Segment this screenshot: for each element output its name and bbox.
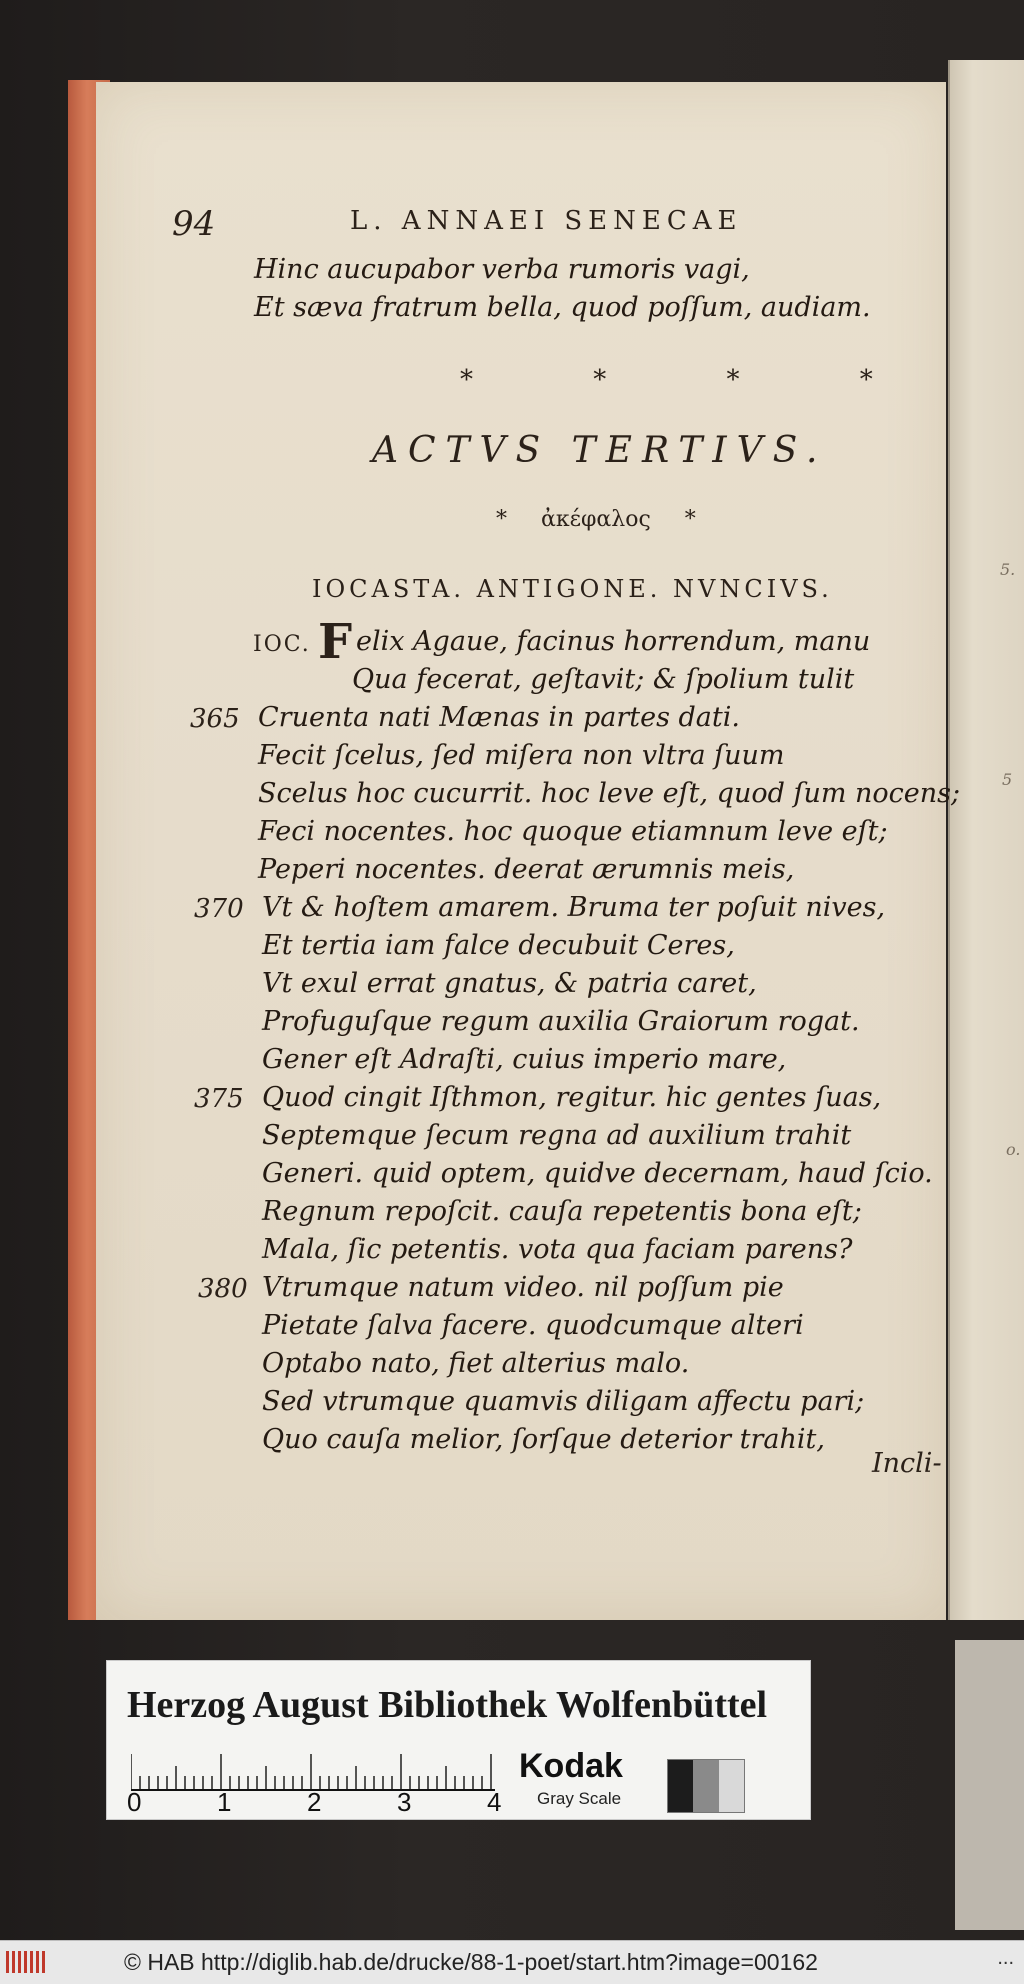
verse-line: Sed vtrumque quamvis diligam affectu pari; xyxy=(262,1386,865,1417)
ruler-digit: 0 xyxy=(127,1787,142,1817)
next-page-shadow xyxy=(955,1640,1024,1930)
ruler xyxy=(131,1753,495,1791)
speaker-label: IOC. xyxy=(253,632,311,657)
catchword: Incli- xyxy=(872,1448,942,1479)
ornament-stars: * * * * xyxy=(460,365,929,395)
gray-patch-dark xyxy=(668,1760,693,1812)
gray-patches xyxy=(667,1759,745,1813)
verse-line: Feci nocentes. hoc quoque etiamnum leve eſt; xyxy=(258,816,888,847)
verse-line: Qua fecerat, geſtavit; & ſpolium tulit xyxy=(352,664,855,695)
verse-line: Pietate ſalva facere. quodcumque alteri xyxy=(262,1310,804,1341)
ruler-digit: 2 xyxy=(307,1787,322,1817)
verse-line: Peperi nocentes. deerat ærumnis meis, xyxy=(258,854,795,885)
verse-line: Et tertia iam falce decubuit Ceres, xyxy=(262,930,735,961)
verse-line: Profuguſque regum auxilia Graiorum rogat. xyxy=(262,1006,860,1037)
copyright-url[interactable]: © HAB http://diglib.hab.de/drucke/88-1-poet/start.htm?image=00162 xyxy=(124,1949,818,1975)
greek-word: ἀκέφαλος xyxy=(541,507,651,532)
line-number: 380 xyxy=(198,1274,248,1304)
line-number: 365 xyxy=(190,704,240,734)
page-number: 94 xyxy=(172,204,216,244)
verse-line: Quod cingit Iſthmon, regitur. hic gentes ſuas, xyxy=(262,1082,882,1113)
verse-line: Vtrumque natum video. nil poſſum pie xyxy=(262,1272,784,1303)
line-number: 370 xyxy=(194,894,244,924)
line-number: 375 xyxy=(194,1084,244,1114)
next-page-edge: 5. 5 o. xyxy=(948,60,1024,1620)
color-reference-card xyxy=(106,1660,811,1820)
verse-line: Regnum repoſcit. cauſa repetentis bona eſt; xyxy=(262,1196,862,1227)
ruler-digit: 4 xyxy=(487,1787,502,1817)
ruler-digit: 3 xyxy=(397,1787,412,1817)
verse-line: Cruenta nati Mænas in partes dati. xyxy=(258,702,740,733)
greek-ornament-row xyxy=(462,507,730,532)
running-head: L. ANNAEI SENECAE xyxy=(350,206,743,236)
characters-list: IOCASTA. ANTIGONE. NVNCIVS. xyxy=(312,575,833,603)
verse-line: Mala, ſic petentis. vota qua faciam parens? xyxy=(262,1234,853,1265)
star-icon: * xyxy=(496,507,507,532)
verse-line: Quo cauſa melior, ſorſque deterior trahit, xyxy=(262,1424,825,1455)
drop-capital: F xyxy=(318,614,353,670)
verse-line: Scelus hoc cucurrit. hoc leve eſt, quod ſum nocens; xyxy=(258,778,961,809)
star-icon: * xyxy=(684,507,696,532)
intro-line: Et sæva fratrum bella, quod poſſum, audiam. xyxy=(254,292,871,323)
more-icon[interactable]: ... xyxy=(997,1947,1014,1969)
verse-line: Generi. quid optem, quidve decernam, haud ſcio. xyxy=(262,1158,933,1189)
verse-line: Fecit ſcelus, ſed miſera non vltra ſuum xyxy=(258,740,785,771)
verse-line: Vt & hoſtem amarem. Bruma ter poſuit nives, xyxy=(262,892,886,923)
verse-line: Optabo nato, fiet alterius malo. xyxy=(262,1348,690,1379)
footer-bar xyxy=(0,1940,1024,1984)
hab-logo-icon xyxy=(6,1949,50,1975)
act-title: ACTVS TERTIVS. xyxy=(372,430,828,471)
verse-line: Septemque ſecum regna ad auxilium trahit xyxy=(262,1120,852,1151)
verse-line: Vt exul errat gnatus, & patria caret, xyxy=(262,968,757,999)
library-name: Herzog August Bibliothek Wolfenbüttel xyxy=(127,1684,768,1726)
verse-line: elix Agaue, facinus horrendum, manu xyxy=(356,626,871,657)
verse-line: Gener eſt Adraſti, cuius imperio mare, xyxy=(262,1044,787,1075)
gray-patch-light xyxy=(719,1760,744,1812)
gray-patch-mid xyxy=(693,1760,718,1812)
kodak-brand: Kodak xyxy=(519,1747,623,1785)
gray-scale-label: Gray Scale xyxy=(537,1789,622,1808)
intro-line: Hinc aucupabor verba rumoris vagi, xyxy=(254,254,750,285)
ruler-digit: 1 xyxy=(217,1787,232,1817)
